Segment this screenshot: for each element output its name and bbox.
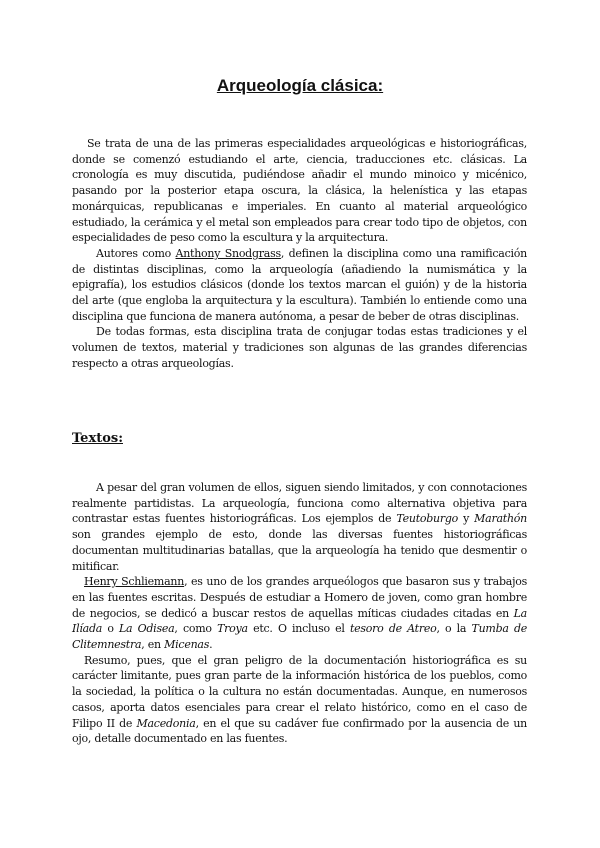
textos-p2-italic-odisea: La Odisea <box>118 622 175 636</box>
intro-p2-text-b: , definen la disciplina como una ramificación de distintas disciplinas, como la arqueología (añadiendo la numismática y la epigrafía), los estudios clásicos (donde los textos marcan el guión) y de la historia del arte (que engloba la arquitectura y la escultura). También lo entiende como una disciplina que funciona de manera autónoma, a pesar de beber de otras disciplinas. <box>72 246 527 323</box>
textos-section <box>72 480 527 747</box>
textos-paragraph-3 <box>72 653 527 747</box>
textos-p3-text-b: , en el que su cadáver fue confirmado por la ausencia de un ojo, detalle documentado en las fuentes. <box>72 716 527 746</box>
textos-p1-text-c: son grandes ejemplo de esto, donde las diversas fuentes historiográficas documentan multitudinarias batallas, que la arqueología ha tenido que desmentir o mitificar. <box>72 528 527 573</box>
intro-p2-text-a: Autores como <box>96 246 176 260</box>
textos-p3-text-a: Resumo, pues, que el gran peligro de la documentación historiográfica es su carácter limitante, pues gran parte de la información histórica de los pueblos, como la sociedad, la política o la cultura no están documentadas. Aunque, en numerosos casos, aporta datos esenciales para crear el relato histórico, como en el caso de Filipo II de <box>72 653 527 730</box>
textos-p1-text-b: y <box>458 512 475 526</box>
textos-p2-text-g: . <box>209 638 213 652</box>
textos-p1-text-a: A pesar del gran volumen de ellos, siguen siendo limitados, y con connotaciones realmente partidistas. La arqueología, funciona como alternativa objetiva para contrastar estas fuentes historiográficas. Los ejemplos de <box>72 481 527 526</box>
author-schliemann: Henry Schliemann <box>84 575 185 589</box>
intro-section <box>72 136 527 372</box>
intro-paragraph-2 <box>72 246 527 325</box>
textos-p1-italic-marathon: Marathón <box>474 512 528 526</box>
intro-paragraph-1: Se trata de una de las primeras especialidades arqueológicas e historiográficas, donde se comenzó estudiando el arte, ciencia, traducciones etc. clásicas. La cronología es muy discutida, pudiéndose añadir el mundo minoico y micénico, pasando por la posterior etapa oscura, la clásica, la helenística y las etapas monárquicas, republicanas e imperiales. En cuanto al material arqueológico estudiado, la cerámica y el metal son empleados para crear todo tipo de objetos, con especialidades de peso como la escultura y la arquitectura. <box>72 137 527 245</box>
textos-p2-text-d: etc. O incluso el <box>247 622 350 636</box>
textos-p2-italic-troya: Troya <box>217 622 248 636</box>
textos-p2-text-e: , o la <box>436 622 472 636</box>
textos-p2-italic-micenas: Micenas <box>164 638 210 652</box>
textos-p2-italic-clitemnestra: Tumba de Clitemnestra <box>72 622 528 652</box>
textos-p2-text-f: , en <box>141 638 165 652</box>
intro-paragraph-3: De todas formas, esta disciplina trata de conjugar todas estas tradiciones y el volumen de textos, material y tradiciones son algunas de las grandes diferencias respecto a otras arqueologías. <box>72 325 527 370</box>
textos-p1-italic-teutoburgo: Teutoburgo <box>396 512 459 526</box>
section-heading-textos: Textos: <box>72 431 123 446</box>
textos-paragraph-2 <box>72 574 527 653</box>
textos-p2-text-a: , es uno de los grandes arqueólogos que basaron sus y trabajos en las fuentes escritas. Después de estudiar a Homero de joven, como gran hombre de negocios, se dedicó a buscar restos de aquellas míticas ciudades citadas en <box>72 575 527 620</box>
page-title: Arqueología clásica: <box>216 76 384 95</box>
textos-p2-text-c: , como <box>174 622 218 636</box>
textos-p2-italic-iliada: La Ilíada <box>72 606 527 636</box>
textos-p2-text-b: o <box>102 622 119 636</box>
author-snodgrass: Anthony Snodgrass <box>175 246 281 260</box>
textos-paragraph-1 <box>72 480 527 574</box>
textos-p2-italic-atreo: tesoro de Atreo <box>349 622 437 636</box>
textos-p3-italic-macedonia: Macedonia <box>136 716 196 730</box>
